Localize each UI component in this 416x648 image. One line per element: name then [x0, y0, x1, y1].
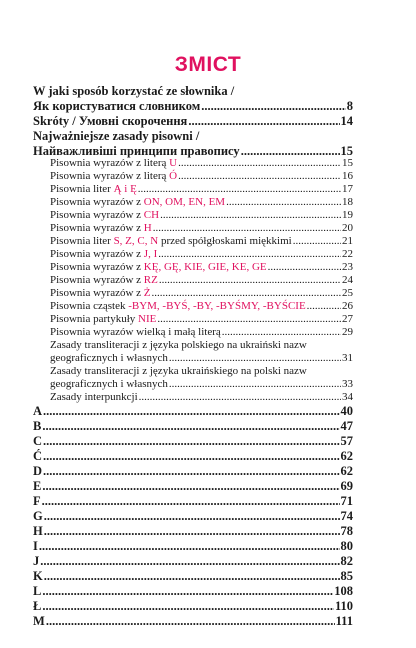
page-number: 24	[342, 274, 353, 286]
toc-entry-how-to-use[interactable]: Як користуватися словником ..... 8	[33, 99, 353, 114]
dot-leader	[40, 554, 339, 569]
toc-entry-how-to-use-line1: W jaki sposób korzystać ze słownika /	[33, 84, 235, 98]
toc-subentry[interactable]: Zasady interpunkcji ..... 34	[50, 391, 353, 404]
toc-entry-abbreviations[interactable]: Skróty / Умовні скорочення ..... 14	[33, 114, 353, 129]
toc-letter[interactable]: G ..... 74	[33, 509, 353, 524]
dot-leader	[201, 99, 346, 114]
toc-letter[interactable]: B ..... 47	[33, 419, 353, 434]
dot-leader	[169, 352, 341, 365]
dot-leader	[43, 449, 339, 464]
dot-leader	[222, 326, 341, 339]
dot-leader	[43, 404, 339, 419]
dot-leader	[153, 222, 341, 235]
toc-subentry[interactable]: Pisownia partykuły NIE ..... 27	[50, 313, 353, 326]
toc-subentry[interactable]: geograficznych i własnych ..... 31	[50, 352, 353, 365]
page-number: 20	[342, 222, 353, 234]
dot-leader	[158, 248, 341, 261]
dot-leader	[293, 235, 341, 248]
toc-subentry[interactable]: Pisownia wyrazów z Ż ..... 25	[50, 287, 353, 300]
toc-letter[interactable]: Ł ..... 110	[33, 599, 353, 614]
page-number: 62	[340, 449, 353, 463]
page-number: 8	[346, 99, 353, 113]
page-number: 22	[342, 248, 353, 260]
toc-letter[interactable]: I ..... 80	[33, 539, 353, 554]
toc-subentry[interactable]: Pisownia wyrazów z J, I ..... 22	[50, 248, 353, 261]
dot-leader	[42, 584, 333, 599]
toc-subentry[interactable]: geograficznych i własnych ..... 33	[50, 378, 353, 391]
toc-subentry[interactable]: Pisownia wyrazów z CH ..... 19	[50, 209, 353, 222]
dot-leader	[188, 114, 339, 129]
toc-subentry[interactable]: Pisownia wyrazów wielką i małą literą ..... 29	[50, 326, 353, 339]
page-number: 27	[342, 313, 353, 325]
toc-letter[interactable]: D ..... 62	[33, 464, 353, 479]
toc-letter[interactable]: C ..... 57	[33, 434, 353, 449]
page-number: 14	[340, 114, 353, 128]
page-number: 74	[340, 509, 353, 523]
dot-leader	[139, 391, 341, 404]
dot-leader	[169, 378, 341, 391]
toc-subentry[interactable]: Pisownia wyrazów z literą U ..... 15	[50, 157, 353, 170]
dot-leader	[42, 479, 339, 494]
dot-leader	[44, 569, 340, 584]
page-number: 80	[340, 539, 353, 553]
page-number: 19	[342, 209, 353, 221]
page-number: 26	[342, 300, 353, 312]
page-number: 21	[342, 235, 353, 247]
page-number: 78	[340, 524, 353, 538]
dot-leader	[42, 599, 334, 614]
dot-leader	[42, 419, 339, 434]
dot-leader	[268, 261, 341, 274]
toc-subentry[interactable]: Pisownia wyrazów z KĘ, GĘ, KIE, GIE, KE, GE ..... 23	[50, 261, 353, 274]
toc-subentry[interactable]: Pisownia cząstek -BYM, -BYŚ, -BY, -BYŚMY, -BYŚCIE ..... 26	[50, 300, 353, 313]
page-number: 33	[342, 378, 353, 390]
page-number: 31	[342, 352, 353, 364]
page-number: 111	[335, 614, 353, 628]
toc-letter[interactable]: F ..... 71	[33, 494, 353, 509]
toc-letter[interactable]: Ć ..... 62	[33, 449, 353, 464]
dot-leader	[44, 524, 340, 539]
toc-subentry[interactable]: Pisownia liter S, Z, C, N przed spółgłoskami miękkimi ..... 21	[50, 235, 353, 248]
page-number: 110	[334, 599, 353, 613]
dot-leader	[178, 170, 341, 183]
dot-leader	[42, 494, 340, 509]
toc-letter[interactable]: E ..... 69	[33, 479, 353, 494]
page-number: 62	[340, 464, 353, 478]
dot-leader	[39, 539, 340, 554]
toc-letter[interactable]: L ..... 108	[33, 584, 353, 599]
page-number: 16	[342, 170, 353, 182]
dot-leader	[226, 196, 341, 209]
page-number: 57	[340, 434, 353, 448]
toc-letter[interactable]: H ..... 78	[33, 524, 353, 539]
page-number: 23	[342, 261, 353, 273]
dot-leader	[178, 157, 341, 170]
page-number: 40	[340, 404, 353, 418]
page-number: 85	[340, 569, 353, 583]
dot-leader	[157, 313, 341, 326]
toc-subentry[interactable]: Pisownia wyrazów z RZ ..... 24	[50, 274, 353, 287]
toc-subentry-line1: Zasady transliteracji z języka polskiego na ukraiński nazw	[50, 339, 307, 351]
dot-leader	[159, 274, 341, 287]
page-number: 69	[340, 479, 353, 493]
dot-leader	[43, 434, 339, 449]
toc-letter[interactable]: A ..... 40	[33, 404, 353, 419]
dot-leader	[138, 183, 341, 196]
page-number: 17	[342, 183, 353, 195]
page-number: 82	[340, 554, 353, 568]
page-number: 47	[340, 419, 353, 433]
toc-letter[interactable]: K ..... 85	[33, 569, 353, 584]
page-number: 25	[342, 287, 353, 299]
toc-subentry[interactable]: Pisownia wyrazów z ON, OM, EN, EM ..... 18	[50, 196, 353, 209]
page-number: 15	[342, 157, 353, 169]
page-number: 18	[342, 196, 353, 208]
page-number: 15	[340, 144, 353, 158]
dot-leader	[44, 509, 340, 524]
page-number: 29	[342, 326, 353, 338]
page-number: 108	[334, 584, 353, 598]
toc-subentry[interactable]: Pisownia wyrazów z H ..... 20	[50, 222, 353, 235]
toc-letter[interactable]: M ..... 111	[33, 614, 353, 629]
dot-leader	[307, 300, 341, 313]
toc-subentry-line1: Zasady transliteracji z języka ukraińskiego na polski nazw	[50, 365, 307, 377]
dot-leader	[160, 209, 341, 222]
toc-subentry[interactable]: Pisownia wyrazów z literą Ó ..... 16	[50, 170, 353, 183]
dot-leader	[43, 464, 339, 479]
page-number: 71	[340, 494, 353, 508]
dot-leader	[46, 614, 335, 629]
dot-leader	[152, 287, 341, 300]
toc-letter[interactable]: J ..... 82	[33, 554, 353, 569]
toc-entry-spelling-rules[interactable]: Найважливіші принципи правопису ..... 15	[33, 144, 353, 159]
toc-entry-spelling-rules-line1: Najważniejsze zasady pisowni /	[33, 129, 200, 143]
page-title: ЗМІСТ	[174, 53, 242, 76]
page-number: 34	[342, 391, 353, 403]
toc-subentry[interactable]: Pisownia liter Ą i Ę ..... 17	[50, 183, 353, 196]
